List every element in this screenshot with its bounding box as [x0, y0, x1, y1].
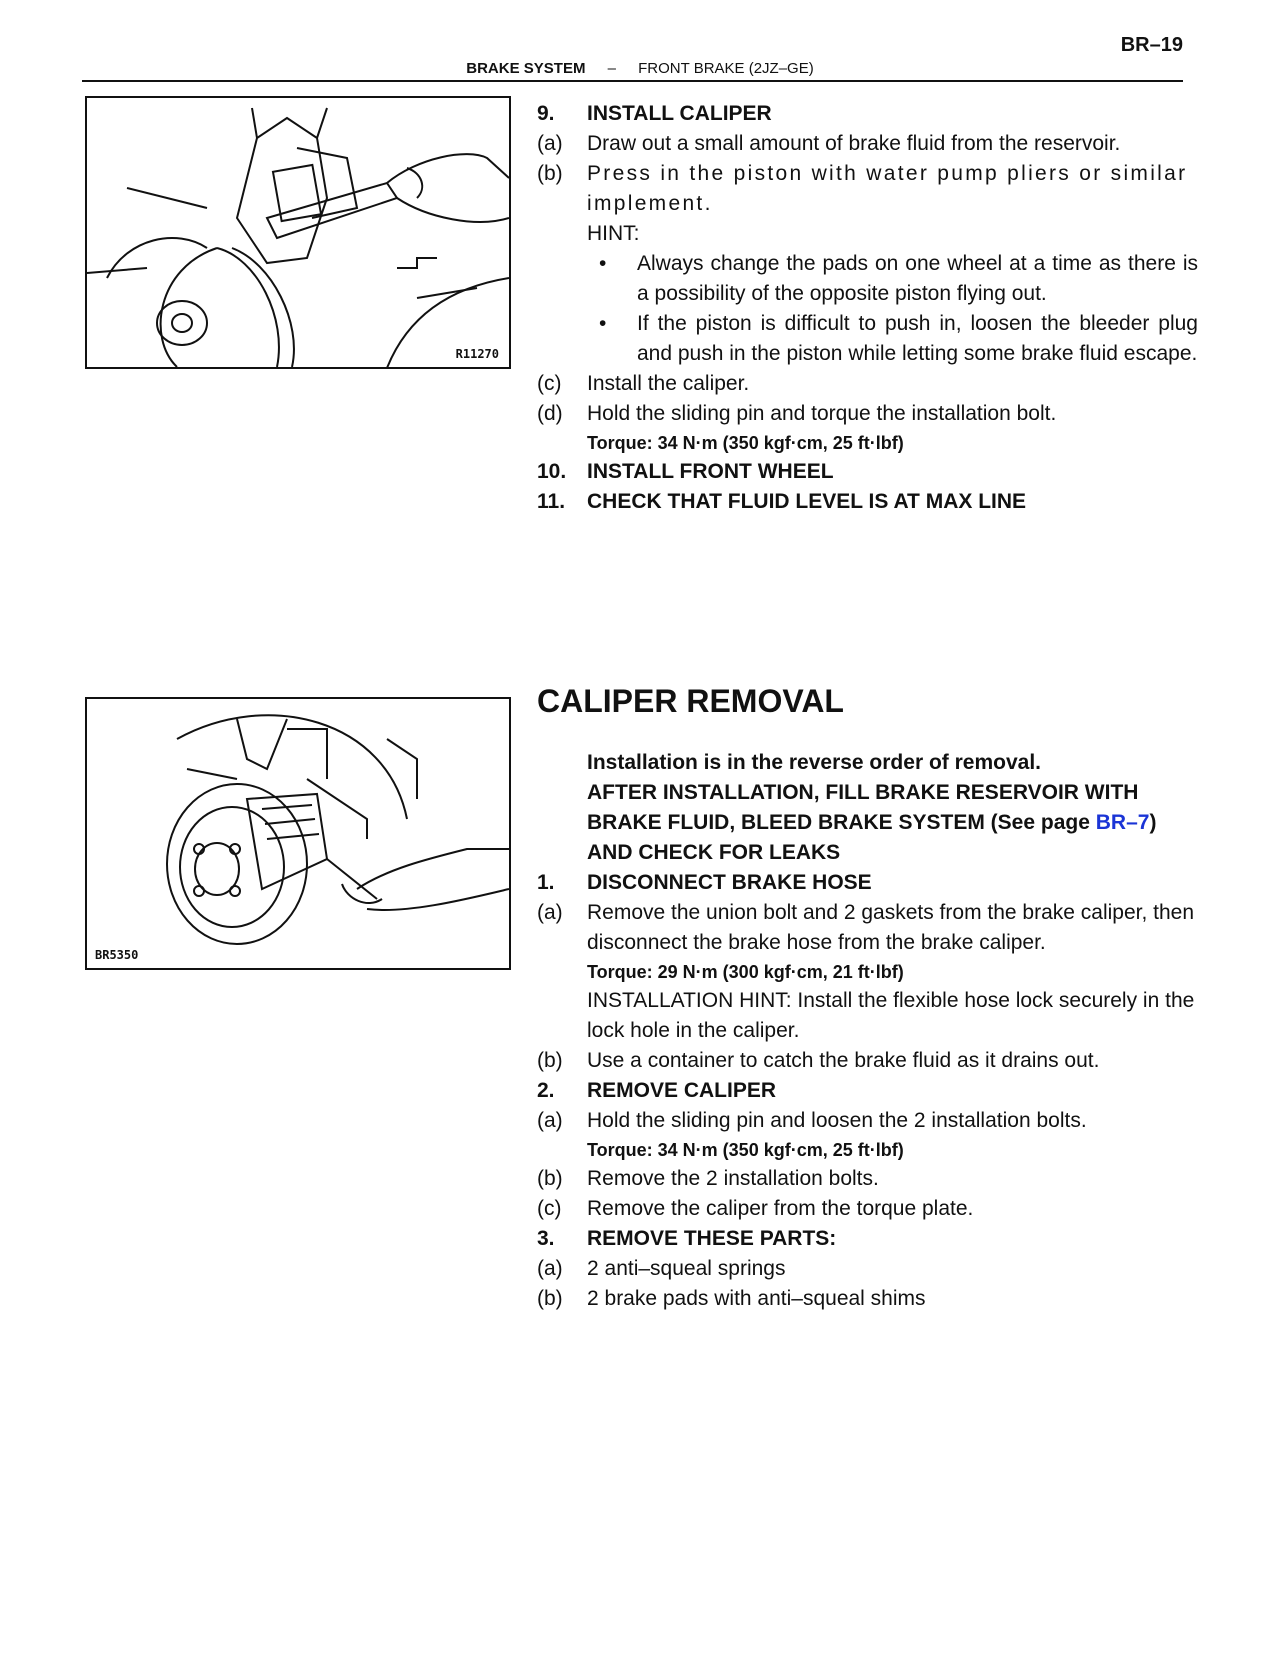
- substep-letter: (b): [537, 1287, 563, 1310]
- substep-letter: (c): [537, 372, 562, 395]
- bullet-icon: •: [599, 312, 607, 335]
- header-section: FRONT BRAKE (2JZ–GE): [638, 60, 814, 77]
- substep-letter: (c): [537, 1197, 562, 1220]
- substep: [537, 399, 1198, 429]
- substep-letter: (b): [537, 1049, 563, 1072]
- step-heading: [537, 99, 1198, 129]
- figure-code: BR5350: [95, 948, 139, 962]
- step-title: DISCONNECT BRAKE HOSE: [587, 871, 872, 894]
- hint-text: Always change the pads on one wheel at a time as there is a possibility of the opposite piston flying out.: [637, 252, 1198, 305]
- caliper-removal-illustration: [87, 699, 509, 968]
- step-heading: [537, 868, 1198, 898]
- substep-letter: (a): [537, 1109, 563, 1132]
- bullet-icon: •: [599, 252, 607, 275]
- figure-caliper-removal: [85, 697, 511, 970]
- install-section: [537, 99, 1198, 517]
- substep-text: 2 anti–squeal springs: [587, 1257, 786, 1280]
- step-heading: [537, 457, 1198, 487]
- intro-note: Installation is in the reverse order of removal.: [587, 751, 1041, 774]
- step-title: REMOVE CALIPER: [587, 1079, 777, 1102]
- substep-text: Hold the sliding pin and loosen the 2 installation bolts.: [587, 1109, 1087, 1132]
- after-installation-note: [537, 778, 1198, 838]
- step-heading: [537, 1224, 1198, 1254]
- header-dash: –: [607, 60, 616, 77]
- substep: [537, 1164, 1198, 1194]
- substep: [537, 898, 1198, 958]
- substep-text: Hold the sliding pin and torque the installation bolt.: [587, 402, 1057, 425]
- substep-letter: (a): [537, 132, 563, 155]
- after-close: ): [1149, 811, 1157, 834]
- header-rule: [82, 80, 1183, 82]
- step-title: INSTALL CALIPER: [587, 102, 772, 125]
- after-installation-note-2: AND CHECK FOR LEAKS: [587, 841, 841, 864]
- substep: [537, 1194, 1198, 1224]
- substep-text: Draw out a small amount of brake fluid from the reservoir.: [587, 132, 1121, 155]
- substep: [537, 159, 1198, 219]
- substep-letter: (b): [537, 162, 563, 185]
- hint-list: [537, 249, 1198, 369]
- step-heading: [537, 487, 1198, 517]
- section-title: CALIPER REMOVAL: [537, 683, 844, 719]
- hint-bullet: [587, 249, 1198, 309]
- substep-text: Remove the union bolt and 2 gaskets from the brake caliper, then disconnect the brake hose from the brake caliper.: [587, 901, 1195, 954]
- substep-text: Press in the piston with water pump pliers or similar implement.: [587, 162, 1188, 215]
- substep-text: Remove the 2 installation bolts.: [587, 1167, 879, 1190]
- running-header: [0, 60, 1280, 77]
- substep-letter: (a): [537, 1257, 563, 1280]
- after-text: AFTER INSTALLATION, FILL BRAKE RESERVOIR WITH BRAKE FLUID, BLEED BRAKE SYSTEM (See page: [587, 781, 1139, 834]
- torque-spec: Torque: 34 N·m (350 kgf·cm, 25 ft·lbf): [587, 1140, 904, 1160]
- substep: [537, 369, 1198, 399]
- page-link[interactable]: BR–7: [1095, 811, 1150, 834]
- torque-spec: Torque: 34 N·m (350 kgf·cm, 25 ft·lbf): [587, 433, 904, 453]
- substep-text: Install the caliper.: [587, 372, 750, 395]
- step-number: 2.: [537, 1079, 555, 1102]
- figure-caliper-install: [85, 96, 511, 369]
- substep: [537, 129, 1198, 159]
- step-number: 11.: [537, 490, 566, 513]
- hint-text: If the piston is difficult to push in, loosen the bleeder plug and push in the piston while letting some brake fluid escape.: [637, 312, 1198, 365]
- hint-label: HINT:: [587, 222, 640, 245]
- step-heading: [537, 1076, 1198, 1106]
- step-title: REMOVE THESE PARTS:: [587, 1227, 837, 1250]
- header-system: BRAKE SYSTEM: [466, 60, 586, 77]
- substep-text: 2 brake pads with anti–squeal shims: [587, 1287, 926, 1310]
- step-number: 10.: [537, 460, 567, 483]
- substep-letter: (b): [537, 1167, 563, 1190]
- torque-spec: Torque: 29 N·m (300 kgf·cm, 21 ft·lbf): [587, 962, 904, 982]
- removal-section: [537, 748, 1198, 1314]
- substep: [537, 1046, 1198, 1076]
- substep-letter: (d): [537, 402, 563, 425]
- substep: [537, 1254, 1198, 1284]
- page-number: BR–19: [1120, 34, 1183, 56]
- step-number: 9.: [537, 102, 555, 125]
- step-number: 1.: [537, 871, 555, 894]
- step-title: INSTALL FRONT WHEEL: [587, 460, 834, 483]
- substep-letter: (a): [537, 901, 563, 924]
- caliper-install-illustration: [87, 98, 509, 367]
- step-number: 3.: [537, 1227, 555, 1250]
- installation-hint: INSTALLATION HINT: Install the flexible hose lock securely in the lock hole in the caliper.: [587, 989, 1195, 1042]
- substep: [537, 1284, 1198, 1314]
- substep-text: Remove the caliper from the torque plate.: [587, 1197, 974, 1220]
- step-title: CHECK THAT FLUID LEVEL IS AT MAX LINE: [587, 490, 1027, 513]
- substep: [537, 1106, 1198, 1136]
- substep-text: Use a container to catch the brake fluid as it drains out.: [587, 1049, 1100, 1072]
- hint-bullet: [587, 309, 1198, 369]
- figure-code: R11270: [455, 347, 499, 361]
